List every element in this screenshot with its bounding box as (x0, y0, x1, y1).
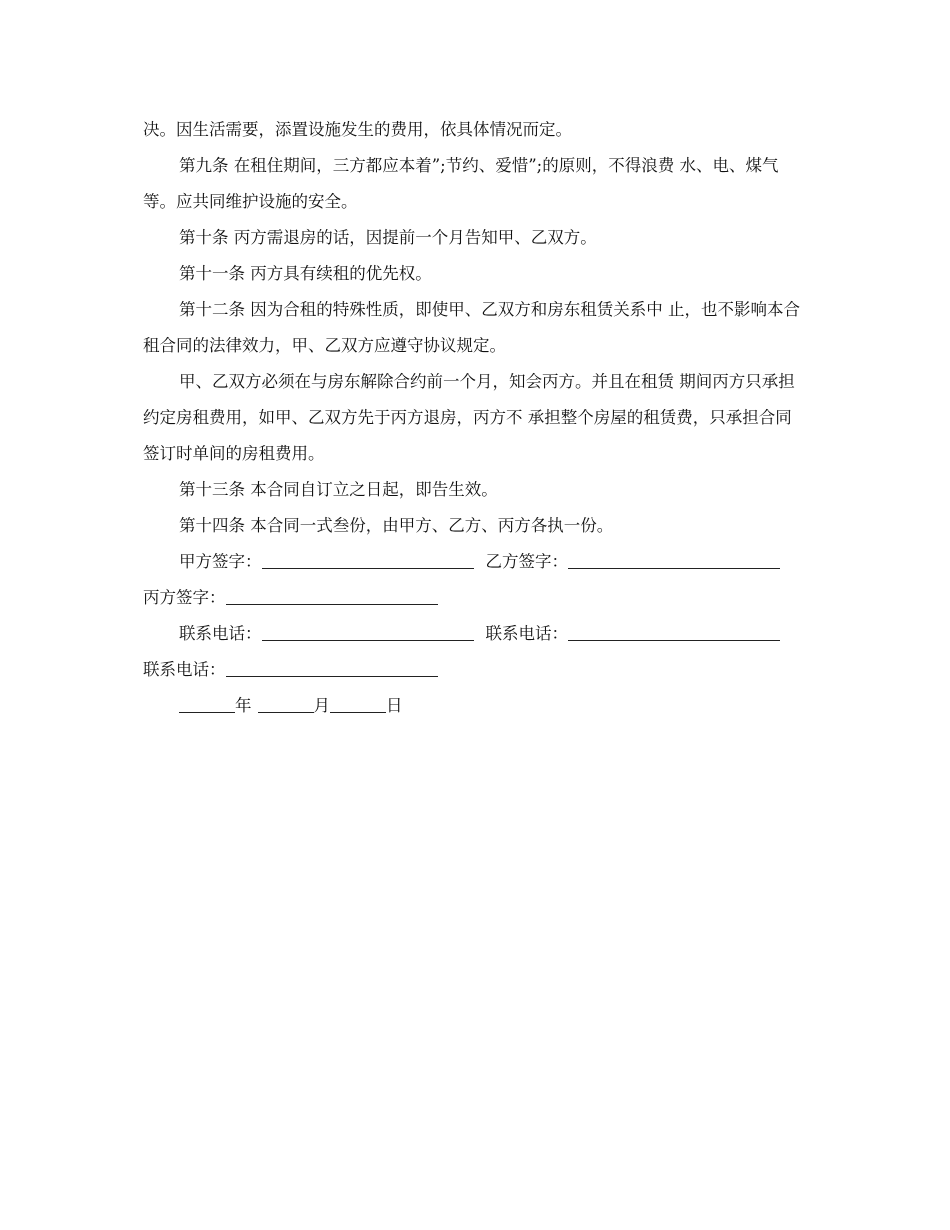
party-b-signature-label: 乙方签字： (485, 552, 568, 571)
article-10: 第十条 丙方需退房的话，因提前一个月告知甲、乙双方。 (179, 228, 597, 247)
phone-row-ab (143, 616, 805, 652)
party-c-phone-line (226, 675, 438, 677)
date-row (143, 688, 805, 724)
phone-row-c (143, 652, 805, 688)
document-page (143, 112, 805, 724)
month-label: 月 (313, 696, 330, 715)
month-blank (258, 711, 314, 713)
party-c-phone-label: 联系电话： (143, 660, 226, 679)
notice-clause: 甲、乙双方必须在与房东解除合约前一个月，知会丙方。并且在租赁 期间丙方只承担约定房租费用，如甲、乙双方先于丙方退房，丙方不 承担整个房屋的租赁费，只承担合同签订时单间的房租费用。 (143, 372, 795, 463)
party-c-signature-label: 丙方签字： (143, 588, 226, 607)
party-a-phone-line (262, 639, 474, 641)
party-a-signature-line (262, 567, 474, 569)
article-13: 第十三条 本合同自订立之日起，即告生效。 (179, 480, 498, 499)
year-label: 年 (235, 696, 252, 715)
party-b-signature-line (568, 567, 780, 569)
article-11: 第十一条 丙方具有续租的优先权。 (179, 264, 432, 283)
signature-row-c (143, 580, 805, 616)
party-a-phone-label: 联系电话： (179, 624, 262, 643)
day-blank (330, 711, 386, 713)
party-c-signature-line (226, 603, 438, 605)
signature-row-ab (143, 544, 805, 580)
party-b-phone-label: 联系电话： (485, 624, 568, 643)
day-label: 日 (386, 696, 403, 715)
year-blank (179, 711, 235, 713)
party-b-phone-line (568, 639, 780, 641)
article-9: 第九条 在租住期间，三方都应本着”;节约、爱惜”;的原则，不得浪费 水、电、煤气等。应共同维护设施的安全。 (143, 156, 779, 211)
party-a-signature-label: 甲方签字： (179, 552, 262, 571)
article-14: 第十四条 本合同一式叁份，由甲方、乙方、丙方各执一份。 (179, 516, 614, 535)
paragraph-continuation: 决。因生活需要，添置设施发生的费用，依具体情况而定。 (143, 120, 572, 139)
article-12: 第十二条 因为合租的特殊性质，即使甲、乙双方和房东租赁关系中 止，也不影响本合租合同的法律效力，甲、乙双方应遵守协议规定。 (143, 300, 800, 355)
